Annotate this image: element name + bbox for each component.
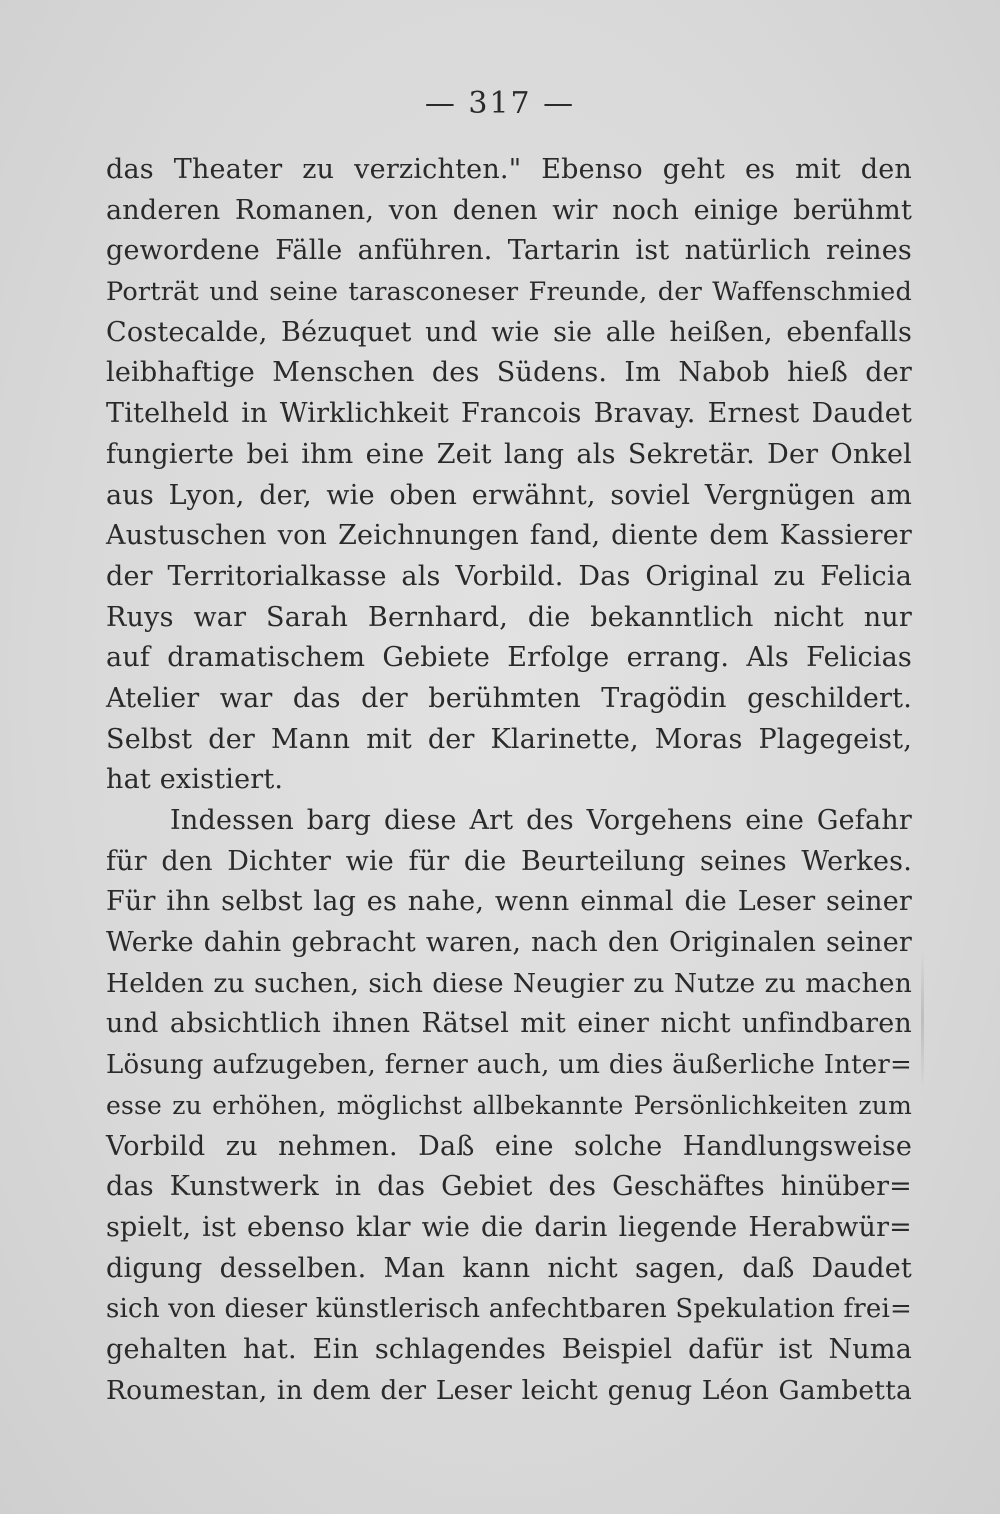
text-line: gewordene Fälle anführen. Tartarin ist natürlich reines (106, 235, 912, 267)
text-line: Lösung aufzugeben, ferner auch, um dies äußerliche Inter= (106, 1050, 912, 1081)
text-line: hat existiert. (106, 764, 284, 796)
text-line: Für ihn selbst lag es nahe, wenn einmal die Leser seiner (106, 886, 912, 918)
text-line: esse zu erhöhen, möglichst allbekannte Persönlichkeiten zum (106, 1090, 912, 1120)
text-line: Werke dahin gebracht waren, nach den Originalen seiner (106, 927, 912, 959)
text-line: digung desselben. Man kann nicht sagen, daß Daudet (106, 1252, 912, 1284)
text-line: Indessen barg diese Art des Vorgehens eine Gefahr (170, 805, 912, 836)
text-line: für den Dichter wie für die Beurteilung seines Werkes. (106, 845, 912, 877)
text-line: das Theater zu verzichten." Ebenso geht es mit den (106, 154, 912, 185)
text-line: fungierte bei ihm eine Zeit lang als Sekretär. Der Onkel (106, 438, 912, 470)
text-line: Vorbild zu nehmen. Daß eine solche Handlungsweise (106, 1130, 912, 1162)
text-line: sich von dieser künstlerisch anfechtbaren Spekulation frei= (106, 1294, 912, 1325)
text-line: spielt, ist ebenso klar wie die darin liegende Herabwür= (106, 1211, 912, 1243)
text-line: der Territorialkasse als Vorbild. Das Original zu Felicia (106, 560, 912, 592)
text-line: Atelier war das der berühmten Tragödin geschildert. (106, 682, 912, 714)
text-line: anderen Romanen, von denen wir noch einige berühmt (106, 194, 912, 226)
page-number: — 317 — (424, 86, 576, 121)
paragraph-2 (106, 801, 912, 1411)
body-text (106, 150, 912, 1411)
text-line: leibhaftige Menschen des Südens. Im Nabob hieß der (106, 357, 912, 389)
text-line: Ruys war Sarah Bernhard, die bekanntlich nicht nur (106, 601, 912, 633)
page-fold-shadow (921, 950, 924, 1090)
text-line: und absichtlich ihnen Rätsel mit einer nicht unfindbaren (106, 1008, 912, 1040)
text-line: Titelheld in Wirklichkeit Francois Bravay. Ernest Daudet (106, 398, 912, 430)
text-line: aus Lyon, der, wie oben erwähnt, soviel Vergnügen am (106, 479, 912, 511)
text-line: Porträt und seine tarasconeser Freunde, der Waffenschmied (106, 277, 912, 308)
text-line: Austuschen von Zeichnungen fand, diente dem Kassierer (106, 520, 912, 552)
text-line: Helden zu suchen, sich diese Neugier zu Nutze zu machen (106, 967, 912, 999)
text-line: gehalten hat. Ein schlagendes Beispiel dafür ist Numa (106, 1333, 912, 1365)
text-line: auf dramatischem Gebiete Erfolge errang. Als Felicias (106, 642, 912, 674)
text-line: Costecalde, Bézuquet und wie sie alle heißen, ebenfalls (106, 316, 912, 348)
text-line: Roumestan, in dem der Leser leicht genug Léon Gambetta (106, 1374, 912, 1406)
paragraph-1 (106, 150, 912, 801)
text-line: das Kunstwerk in das Gebiet des Geschäftes hinüber= (106, 1171, 912, 1203)
text-line: Selbst der Mann mit der Klarinette, Moras Plagegeist, (106, 723, 912, 755)
